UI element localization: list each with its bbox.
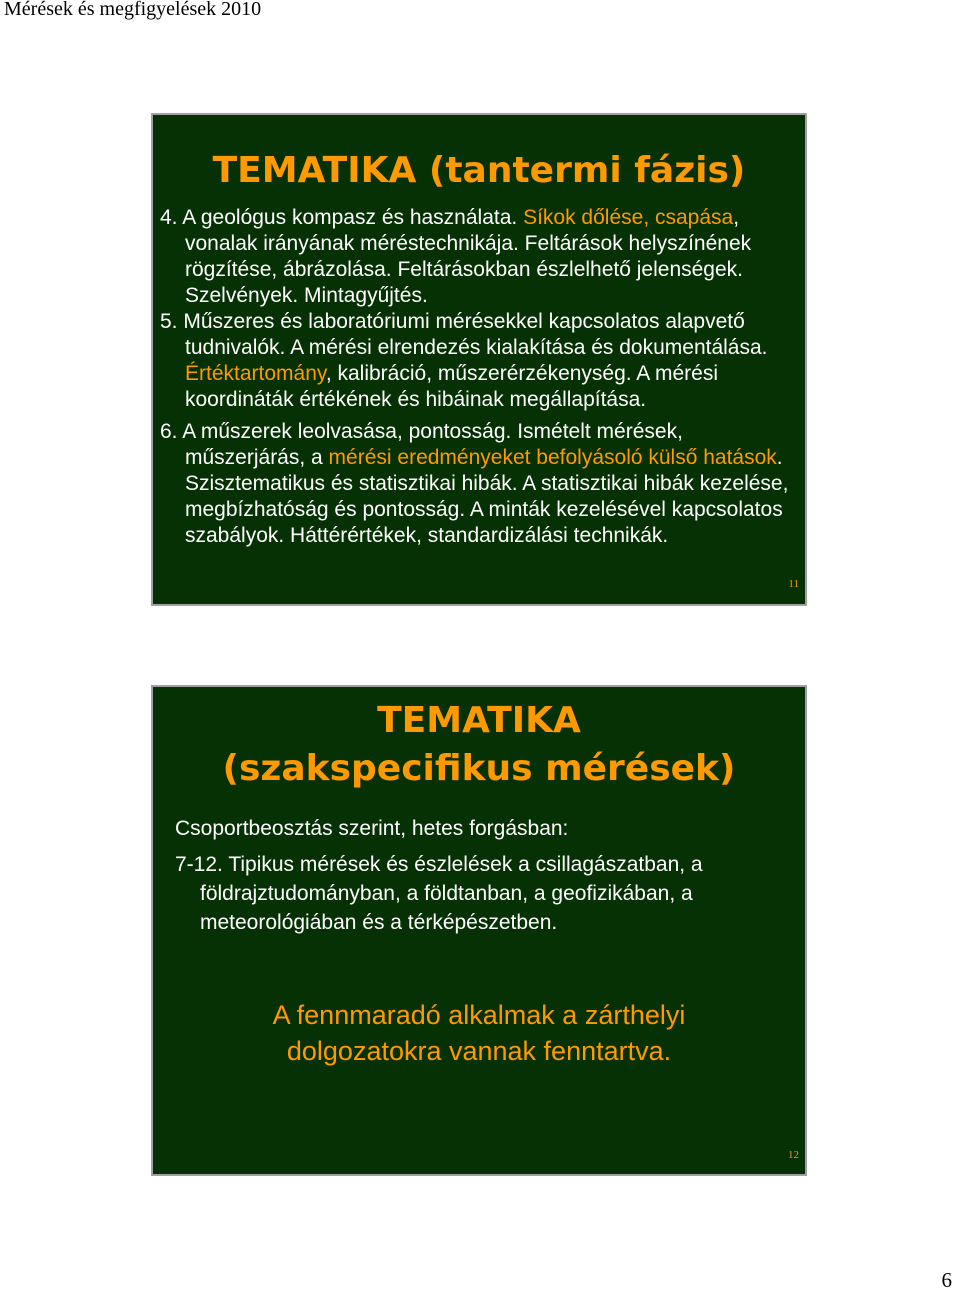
topic-5-highlight: Értéktartomány [185,362,326,385]
slide-title-line2: (szakspecifikus mérések) [222,748,736,789]
topic-4-text-rest: , vonalak irányának méréstechnikája. Feltárások helyszínének rögzítése, ábrázolása. Feltárásokban észlelhető jelenségek. Szelvények. Mintagyűjtés. [185,206,752,307]
slide-number: 11 [788,578,799,590]
slide-title: TEMATIKA (tantermi fázis) [212,150,746,191]
topic-6-highlight: mérési eredményeket befolyásoló külső hatások [328,446,777,469]
exam-note [153,997,805,1069]
slide-tantermi [151,113,807,606]
topic-5 [160,309,800,413]
topic-7-12 [175,850,795,937]
exam-note-line1: A fennmaradó alkalmak a zárthelyi [272,1000,686,1030]
topic-6-text: 6. A műszerek leolvasása, pontosság. Ismételt mérések, műszerjárás, a [160,420,683,469]
topic-6-text-rest: . Szisztematikus és statisztikai hibák. A statisztikai hibák kezelése, megbízhatóság és pontosság. A minták kezelésével kapcsolatos szabályok. Háttérértékek, standardizálási technikák. [185,446,789,547]
topic-5-text-rest: , kalibráció, műszerérzékenység. A mérési koordináták értékének és hibáinak megállapítása. [185,362,718,411]
topic-6 [160,419,800,549]
slide-number: 12 [788,1149,799,1161]
slide-body [160,205,800,549]
slide-szakspecifikus [151,685,807,1176]
topic-4 [160,205,800,309]
slide-title-line1: TEMATIKA [377,700,581,741]
topic-7-12-text: 7-12. Tipikus mérések és észlelések a csillagászatban, a földrajztudományban, a földtanban, a geofizikában, a meteorológiában és a térképészetben. [175,853,703,934]
page-number: 6 [941,1268,952,1292]
exam-note-line2: dolgozatokra vannak fenntartva. [286,1036,672,1066]
page-header: Mérések és megfigyelések 2010 [4,0,262,20]
group-intro: Csoportbeosztás szerint, hetes forgásban: [175,817,569,840]
topic-5-text: 5. Műszeres és laboratóriumi mérésekkel kapcsolatos alapvető tudnivalók. A mérési elrendezés kialakítása és dokumentálása. [160,310,768,359]
topic-4-text: 4. A geológus kompasz és használata. [160,206,524,229]
topic-4-highlight: Síkok dőlése, csapása [523,206,734,229]
